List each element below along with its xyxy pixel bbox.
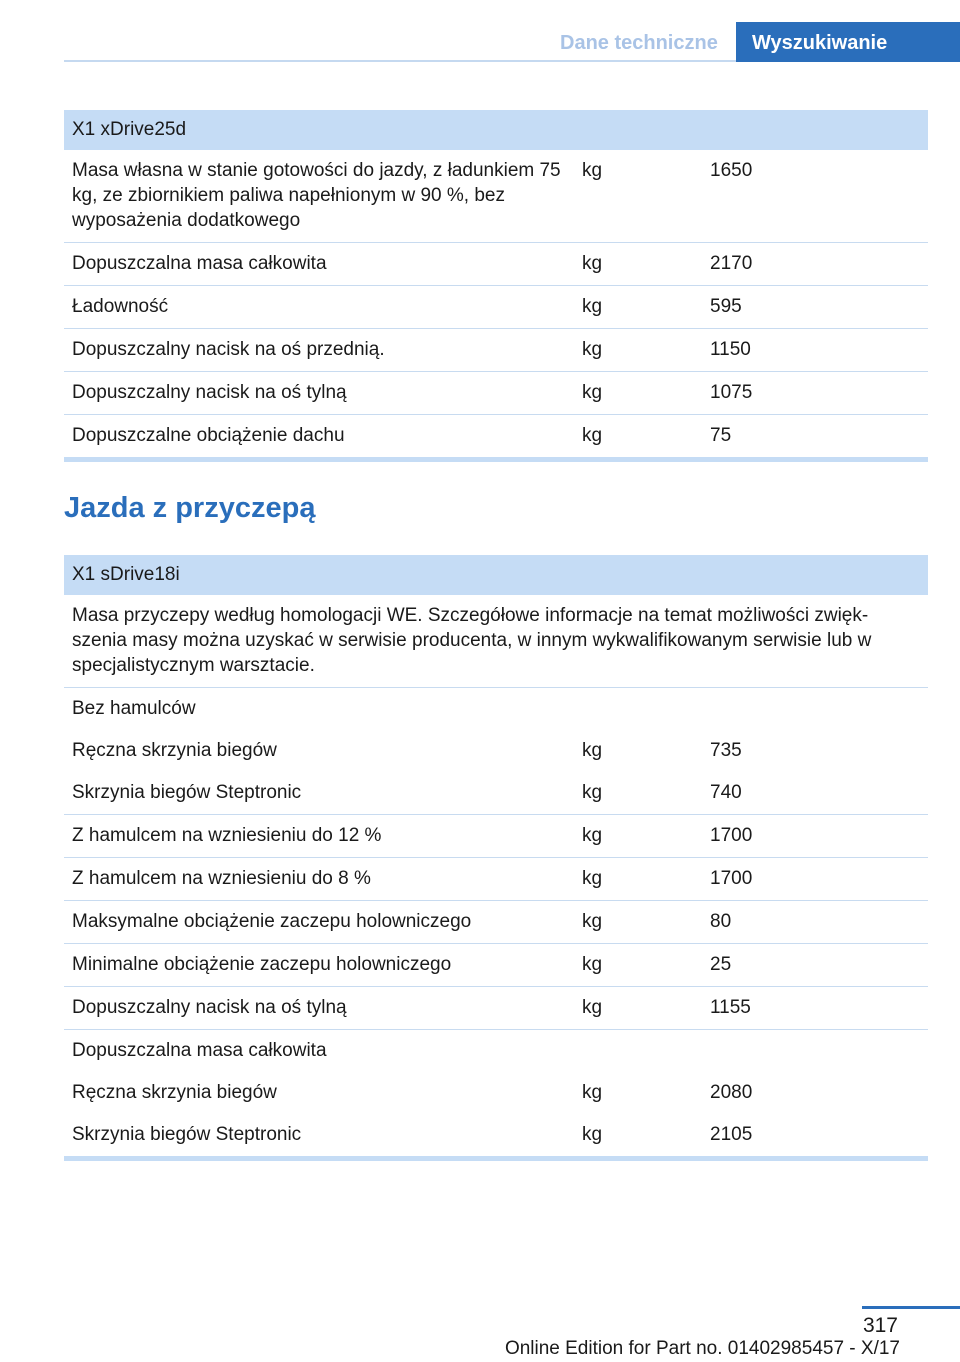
row-value: 75 (710, 425, 732, 446)
group-label-bez-hamulcow: Bez hamulców (72, 698, 196, 719)
row-value: 2170 (710, 253, 753, 274)
row-unit: kg (582, 911, 603, 932)
table-row (64, 815, 928, 858)
row-unit: kg (582, 868, 603, 889)
group-label-masa-calkowita: Dopuszczalna masa całkowita (72, 1040, 327, 1061)
table-title: X1 xDrive25d (64, 110, 928, 150)
row-unit: kg (582, 160, 603, 181)
group-label-row (64, 688, 928, 730)
table-row (64, 1072, 928, 1114)
table-row (64, 372, 928, 415)
page-number: 317 (862, 1314, 898, 1337)
row-label: Dopuszczalny nacisk na oś tylną (72, 382, 347, 403)
table-row (64, 987, 928, 1030)
row-value: 2105 (710, 1124, 753, 1145)
row-label: Dopuszczalny nacisk na oś przednią. (72, 339, 385, 360)
table-note-row (64, 595, 928, 688)
row-label: Z hamulcem na wzniesieniu do 8 % (72, 868, 371, 889)
table-row (64, 329, 928, 372)
row-value: 1150 (710, 339, 751, 360)
table-row (64, 243, 928, 286)
tab-dane-techniczne[interactable]: Dane techniczne (560, 32, 718, 54)
row-unit: kg (582, 954, 603, 975)
section-heading: Jazda z przyczepą (64, 492, 316, 524)
row-label: Minimalne obciążenie zaczepu holowniczego (72, 954, 452, 975)
row-label: Dopuszczalna masa całkowita (72, 253, 327, 274)
row-label: Masa własna w stanie gotowości do jazdy, z ładunkiem 75 kg, ze zbiornikiem paliwa napełnionym w 90 %, bez wyposażenia dodatkowego (72, 160, 561, 231)
row-unit: kg (582, 339, 603, 360)
row-value: 25 (710, 954, 732, 975)
table-x1-sdrive18i (64, 555, 928, 1161)
table-row (64, 858, 928, 901)
table-row (64, 286, 928, 329)
table-end-rule (64, 1156, 928, 1161)
row-label: Maksymalne obciążenie zaczepu holowniczego (72, 911, 472, 932)
tab-wyszukiwanie[interactable]: Wyszukiwanie (736, 22, 960, 62)
row-label: Ręczna skrzynia biegów (72, 1082, 277, 1103)
row-unit: kg (582, 382, 603, 403)
row-unit: kg (582, 253, 603, 274)
row-value: 1650 (710, 160, 753, 181)
group-label-row (64, 1030, 928, 1072)
edition-note: Online Edition for Part no. 01402985457 - X/17 (504, 1338, 900, 1359)
row-unit: kg (582, 1124, 603, 1145)
table-row (64, 1114, 928, 1156)
row-unit: kg (582, 740, 603, 761)
row-value: 1700 (710, 868, 753, 889)
row-value: 2080 (710, 1082, 753, 1103)
row-value: 1700 (710, 825, 753, 846)
row-value: 1075 (710, 382, 753, 403)
row-unit: kg (582, 296, 603, 317)
row-value: 740 (710, 782, 742, 803)
row-value: 80 (710, 911, 732, 932)
table-row (64, 944, 928, 987)
row-label: Skrzynia biegów Steptronic (72, 1124, 302, 1145)
row-unit: kg (582, 825, 603, 846)
table-row (64, 730, 928, 772)
row-unit: kg (582, 782, 603, 803)
row-label: Z hamulcem na wzniesieniu do 12 % (72, 825, 382, 846)
table-row (64, 415, 928, 457)
row-unit: kg (582, 1082, 603, 1103)
row-unit: kg (582, 425, 603, 446)
row-value: 735 (710, 740, 742, 761)
row-value: 595 (710, 296, 742, 317)
table-row (64, 150, 928, 243)
table-x1-xdrive25d (64, 110, 928, 462)
table-end-rule (64, 457, 928, 462)
table-row (64, 901, 928, 944)
row-label: Skrzynia biegów Steptronic (72, 782, 302, 803)
table-row (64, 772, 928, 815)
row-value: 1155 (710, 997, 751, 1018)
table-title: X1 sDrive18i (64, 555, 928, 595)
row-label: Dopuszczalny nacisk na oś tylną (72, 997, 347, 1018)
row-label: Ładowność (72, 296, 169, 317)
footer-rule (862, 1306, 960, 1309)
row-unit: kg (582, 997, 603, 1018)
row-label: Ręczna skrzynia biegów (72, 740, 277, 761)
row-label: Dopuszczalne obciążenie dachu (72, 425, 345, 446)
table-note: Masa przyczepy według homologacji WE. Szczegółowe informacje na temat możliwości zwięk- szenia masy można uzyskać w serwisie producenta, w innym wykwalifikowanym serwisie lub w specjalistycznym warsztacie. (72, 605, 872, 676)
